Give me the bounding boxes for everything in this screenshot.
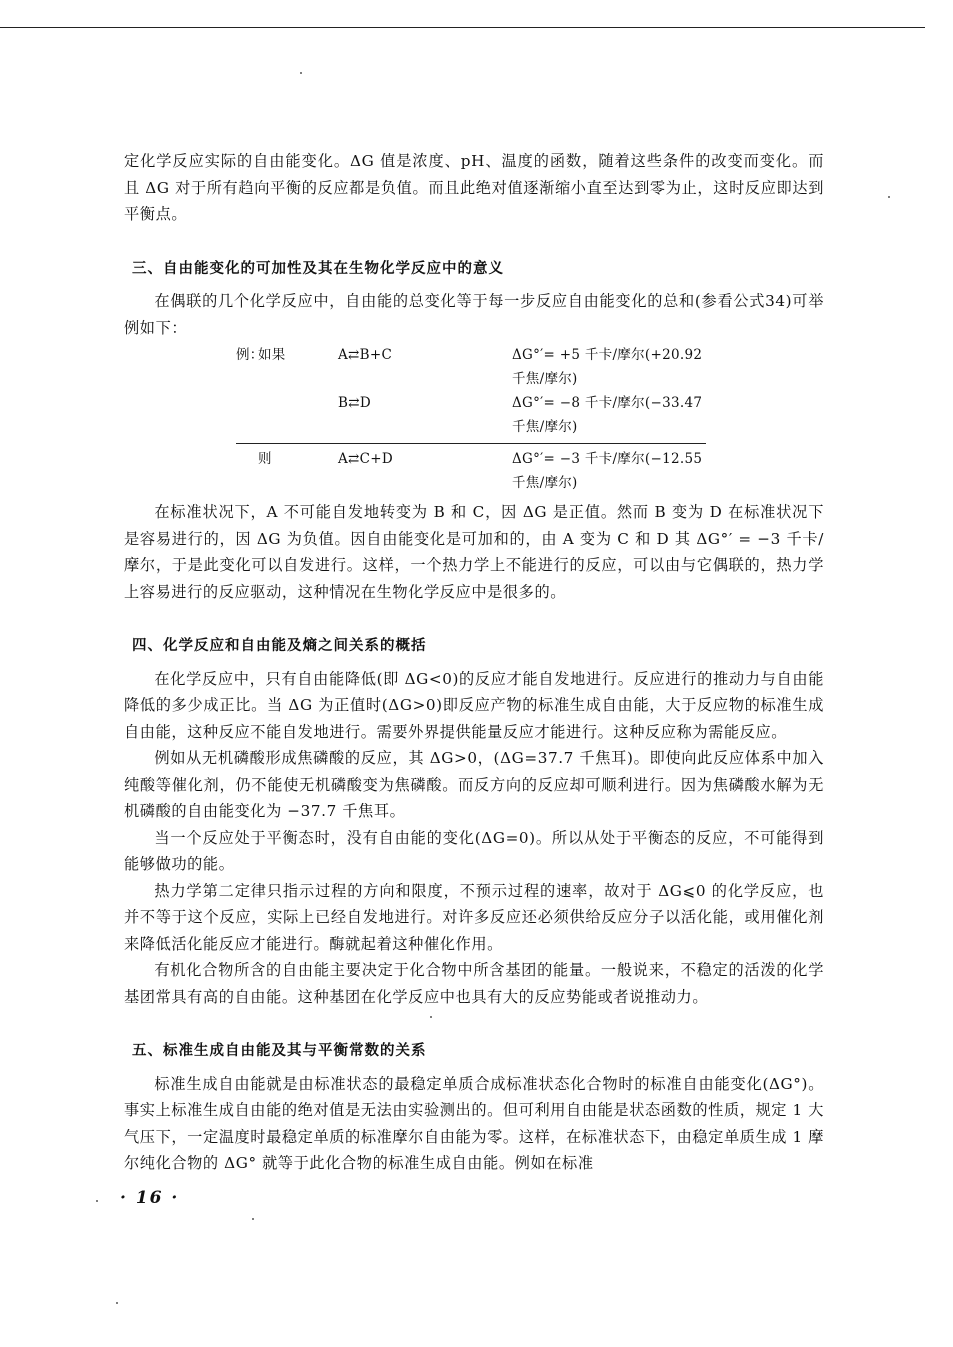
formula-delta-g: ΔG°′= −8 千卡/摩尔(−33.47 千焦/摩尔) [512, 395, 703, 435]
formula-row [236, 391, 706, 439]
formula-reaction: B⇄D [338, 395, 371, 411]
formula-reaction: A⇄B+C [338, 347, 393, 363]
formula-label [236, 391, 258, 439]
scan-speck [300, 72, 302, 74]
scan-speck [888, 196, 890, 198]
formula-condition: 则 [258, 451, 272, 467]
section-4-paragraph: 当一个反应处于平衡态时，没有自由能的变化(ΔG=0)。所以从处于平衡态的反应，不可能得到能够做功的能。 [124, 828, 824, 873]
page-body [124, 148, 824, 1177]
section-heading-4: 四、化学反应和自由能及熵之间关系的概括 [132, 638, 427, 654]
header-rule [0, 27, 925, 28]
section-3-paragraph-2: 在标准状况下，A 不可能自发地转变为 B 和 C，因 ΔG 是正值。然而 B 变为 D 在标准状况下是容易进行的，因 ΔG 为负值。因自由能变化是可加和的，由 A 变为 C 和 D 其 ΔG°′ = −3 千卡/摩尔，于是此变化可以自发进行。这样，一个热力学上不能进行的反应，可以由与它偶联的，热力学上容易进行的反应驱动，这种情况在生物化学反应中是很多的。 [124, 503, 824, 601]
reaction-formula-block [236, 343, 706, 495]
scan-speck [116, 1302, 118, 1304]
intro-paragraph: 定化学反应实际的自由能变化。ΔG 值是浓度、pH、温度的函数，随着这些条件的改变而变化。而且 ΔG 对于所有趋向平衡的反应都是负值。而且此绝对值逐渐缩小直至达到零为止，这时反应即达到平衡点。 [124, 152, 824, 223]
page-number: · 16 · [120, 1188, 180, 1208]
formula-row-sum [236, 443, 706, 495]
section-5-paragraph: 标准生成自由能就是由标准状态的最稳定单质合成标准状态化合物时的标准自由能变化(ΔG°)。事实上标准生成自由能的绝对值是无法由实验测出的。但可利用自由能是状态函数的性质，规定 1 大气压下，一定温度时最稳定单质的标准摩尔自由能为零。这样，在标准状态下，由稳定单质生成 1 摩尔纯化合物的 ΔG° 就等于此化合物的标准生成自由能。例如在标准 [124, 1074, 824, 1172]
formula-delta-g: ΔG°′= −3 千卡/摩尔(−12.55 千焦/摩尔) [512, 451, 703, 491]
section-4-paragraph: 例如从无机磷酸形成焦磷酸的反应，其 ΔG>0，(ΔG=37.7 千焦耳)。即使向此反应体系中加入纯酸等催化剂，仍不能使无机磷酸变为焦磷酸。而反方向的反应却可顺利进行。因为焦磷酸水解为无机磷酸的自由能变化为 −37.7 千焦耳。 [124, 749, 824, 820]
section-heading-5: 五、标准生成自由能及其与平衡常数的关系 [132, 1043, 427, 1059]
formula-condition: 如果 [258, 347, 286, 363]
formula-reaction: A⇄C+D [338, 451, 394, 467]
formula-label [236, 447, 258, 495]
scan-speck [252, 1218, 254, 1220]
section-4-paragraph: 有机化合物所含的自由能主要决定于化合物中所含基团的能量。一般说来，不稳定的活泼的化学基团常具有高的自由能。这种基团在化学反应中也具有大的反应势能或者说推动力。 [124, 961, 824, 1006]
section-4-paragraph: 热力学第二定律只指示过程的方向和限度，不预示过程的速率，故对于 ΔG⩽0 的化学反应，也并不等于这个反应，实际上已经自发地进行。对许多反应还必须供给反应分子以活化能，或用催化剂来降低活化能反应才能进行。酶就起着这种催化作用。 [124, 881, 824, 953]
scan-speck [430, 1016, 432, 1018]
section-heading-3: 三、自由能变化的可加性及其在生物化学反应中的意义 [132, 260, 504, 277]
section-4-paragraph: 在化学反应中，只有自由能降低(即 ΔG<0)的反应才能自发地进行。反应进行的推动力与自由能降低的多少成正比。当 ΔG 为正值时(ΔG>0)即反应产物的标准生成自由能，大于反应物的标准生成自由能，这种反应不能自发地进行。需要外界提供能量反应才能进行。这种反应称为需能反应。 [124, 669, 824, 741]
formula-label: 例： [236, 347, 264, 363]
formula-delta-g: ΔG°′= +5 千卡/摩尔(+20.92 千焦/摩尔) [512, 347, 703, 387]
section-3-paragraph-1: 在偶联的几个化学反应中，自由能的总变化等于每一步反应自由能变化的总和(参看公式34)可举例如下： [124, 292, 824, 337]
formula-condition [258, 391, 338, 439]
formula-row [236, 343, 706, 391]
scan-speck [96, 1200, 98, 1202]
